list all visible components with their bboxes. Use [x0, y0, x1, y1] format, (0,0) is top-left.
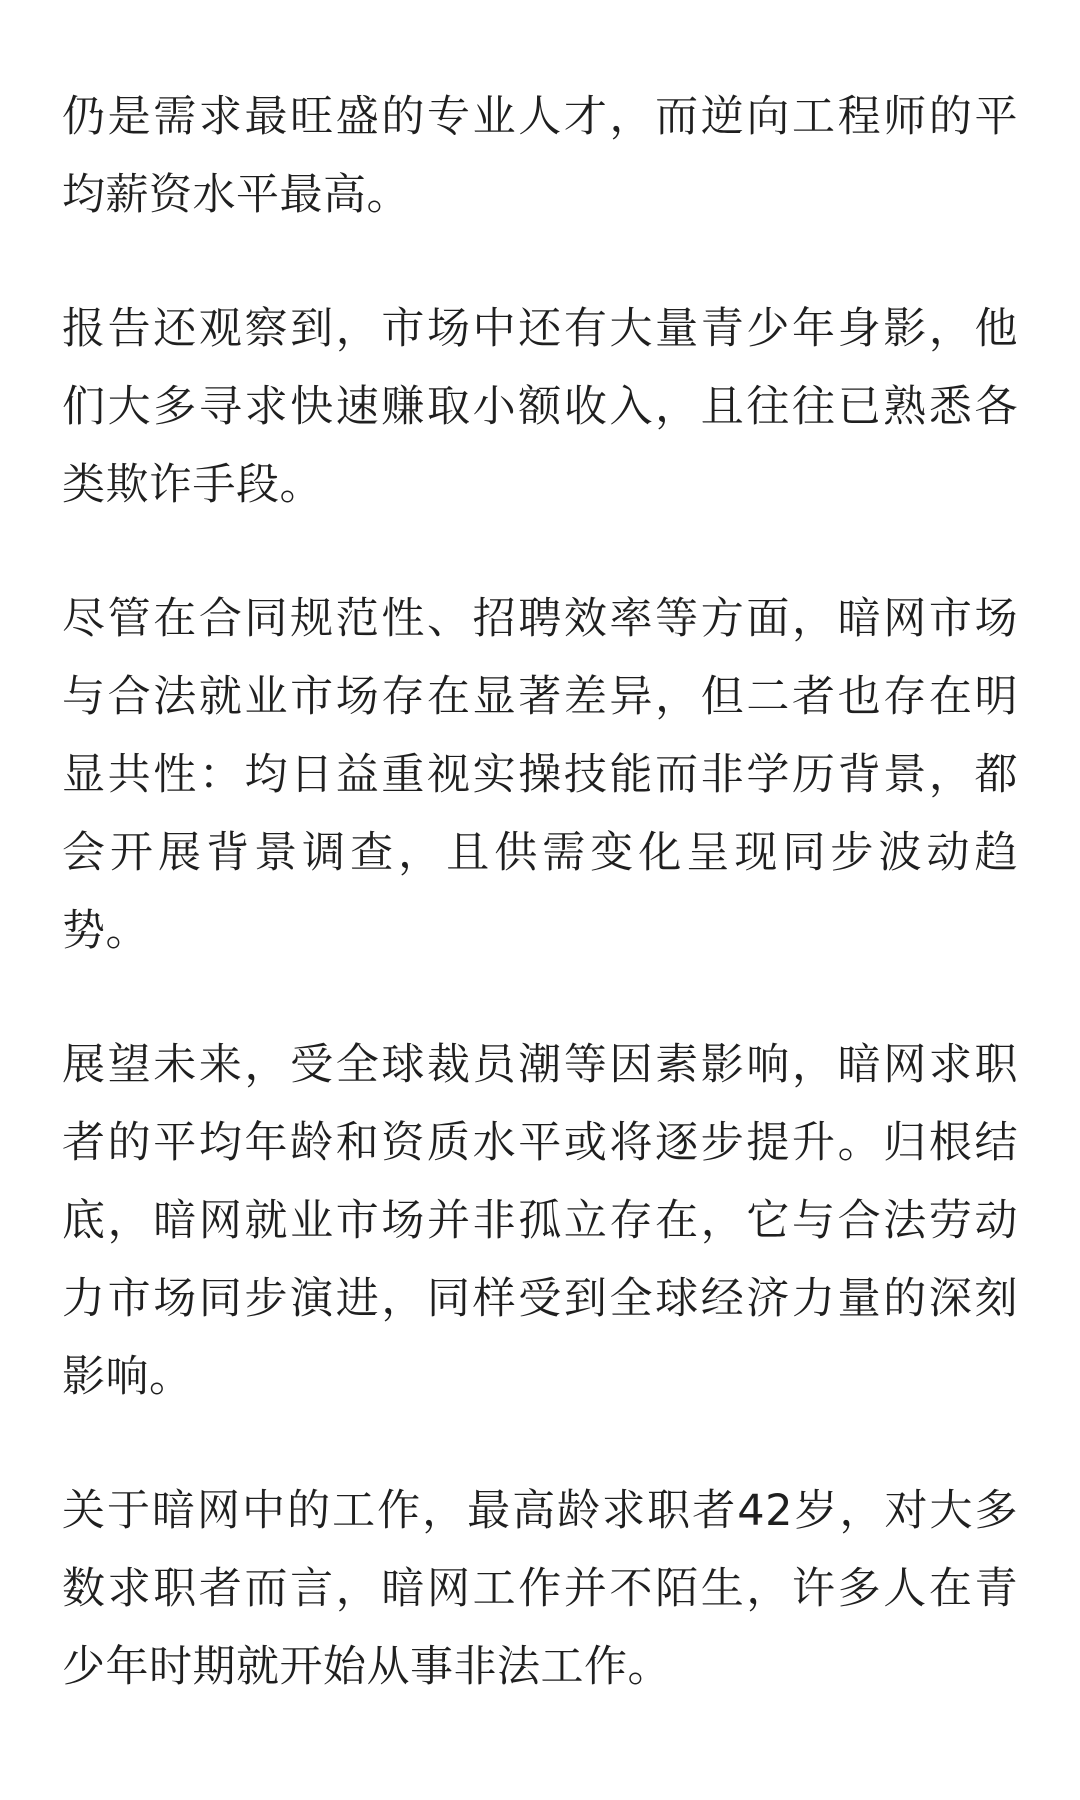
paragraph-3: 尽管在合同规范性、招聘效率等方面，暗网市场与合法就业市场存在显著差异，但二者也存在明显共性：均日益重视实操技能而非学历背景，都会开展背景调查，且供需变化呈现同步波动趋势。: [62, 594, 1018, 956]
paragraph-4: 展望未来，受全球裁员潮等因素影响，暗网求职者的平均年龄和资质水平或将逐步提升。归根结底，暗网就业市场并非孤立存在，它与合法劳动力市场同步演进，同样受到全球经济力量的深刻影响。: [62, 1040, 1018, 1402]
paragraph-1: 仍是需求最旺盛的专业人才，而逆向工程师的平均薪资水平最高。: [62, 92, 1018, 220]
paragraph-5: 关于暗网中的工作，最高龄求职者42岁，对大多数求职者而言，暗网工作并不陌生，许多人在青少年时期就开始从事非法工作。: [62, 1486, 1018, 1692]
paragraph-2: 报告还观察到，市场中还有大量青少年身影，他们大多寻求快速赚取小额收入，且往往已熟悉各类欺诈手段。: [62, 304, 1018, 510]
article-body: [62, 78, 1018, 1706]
